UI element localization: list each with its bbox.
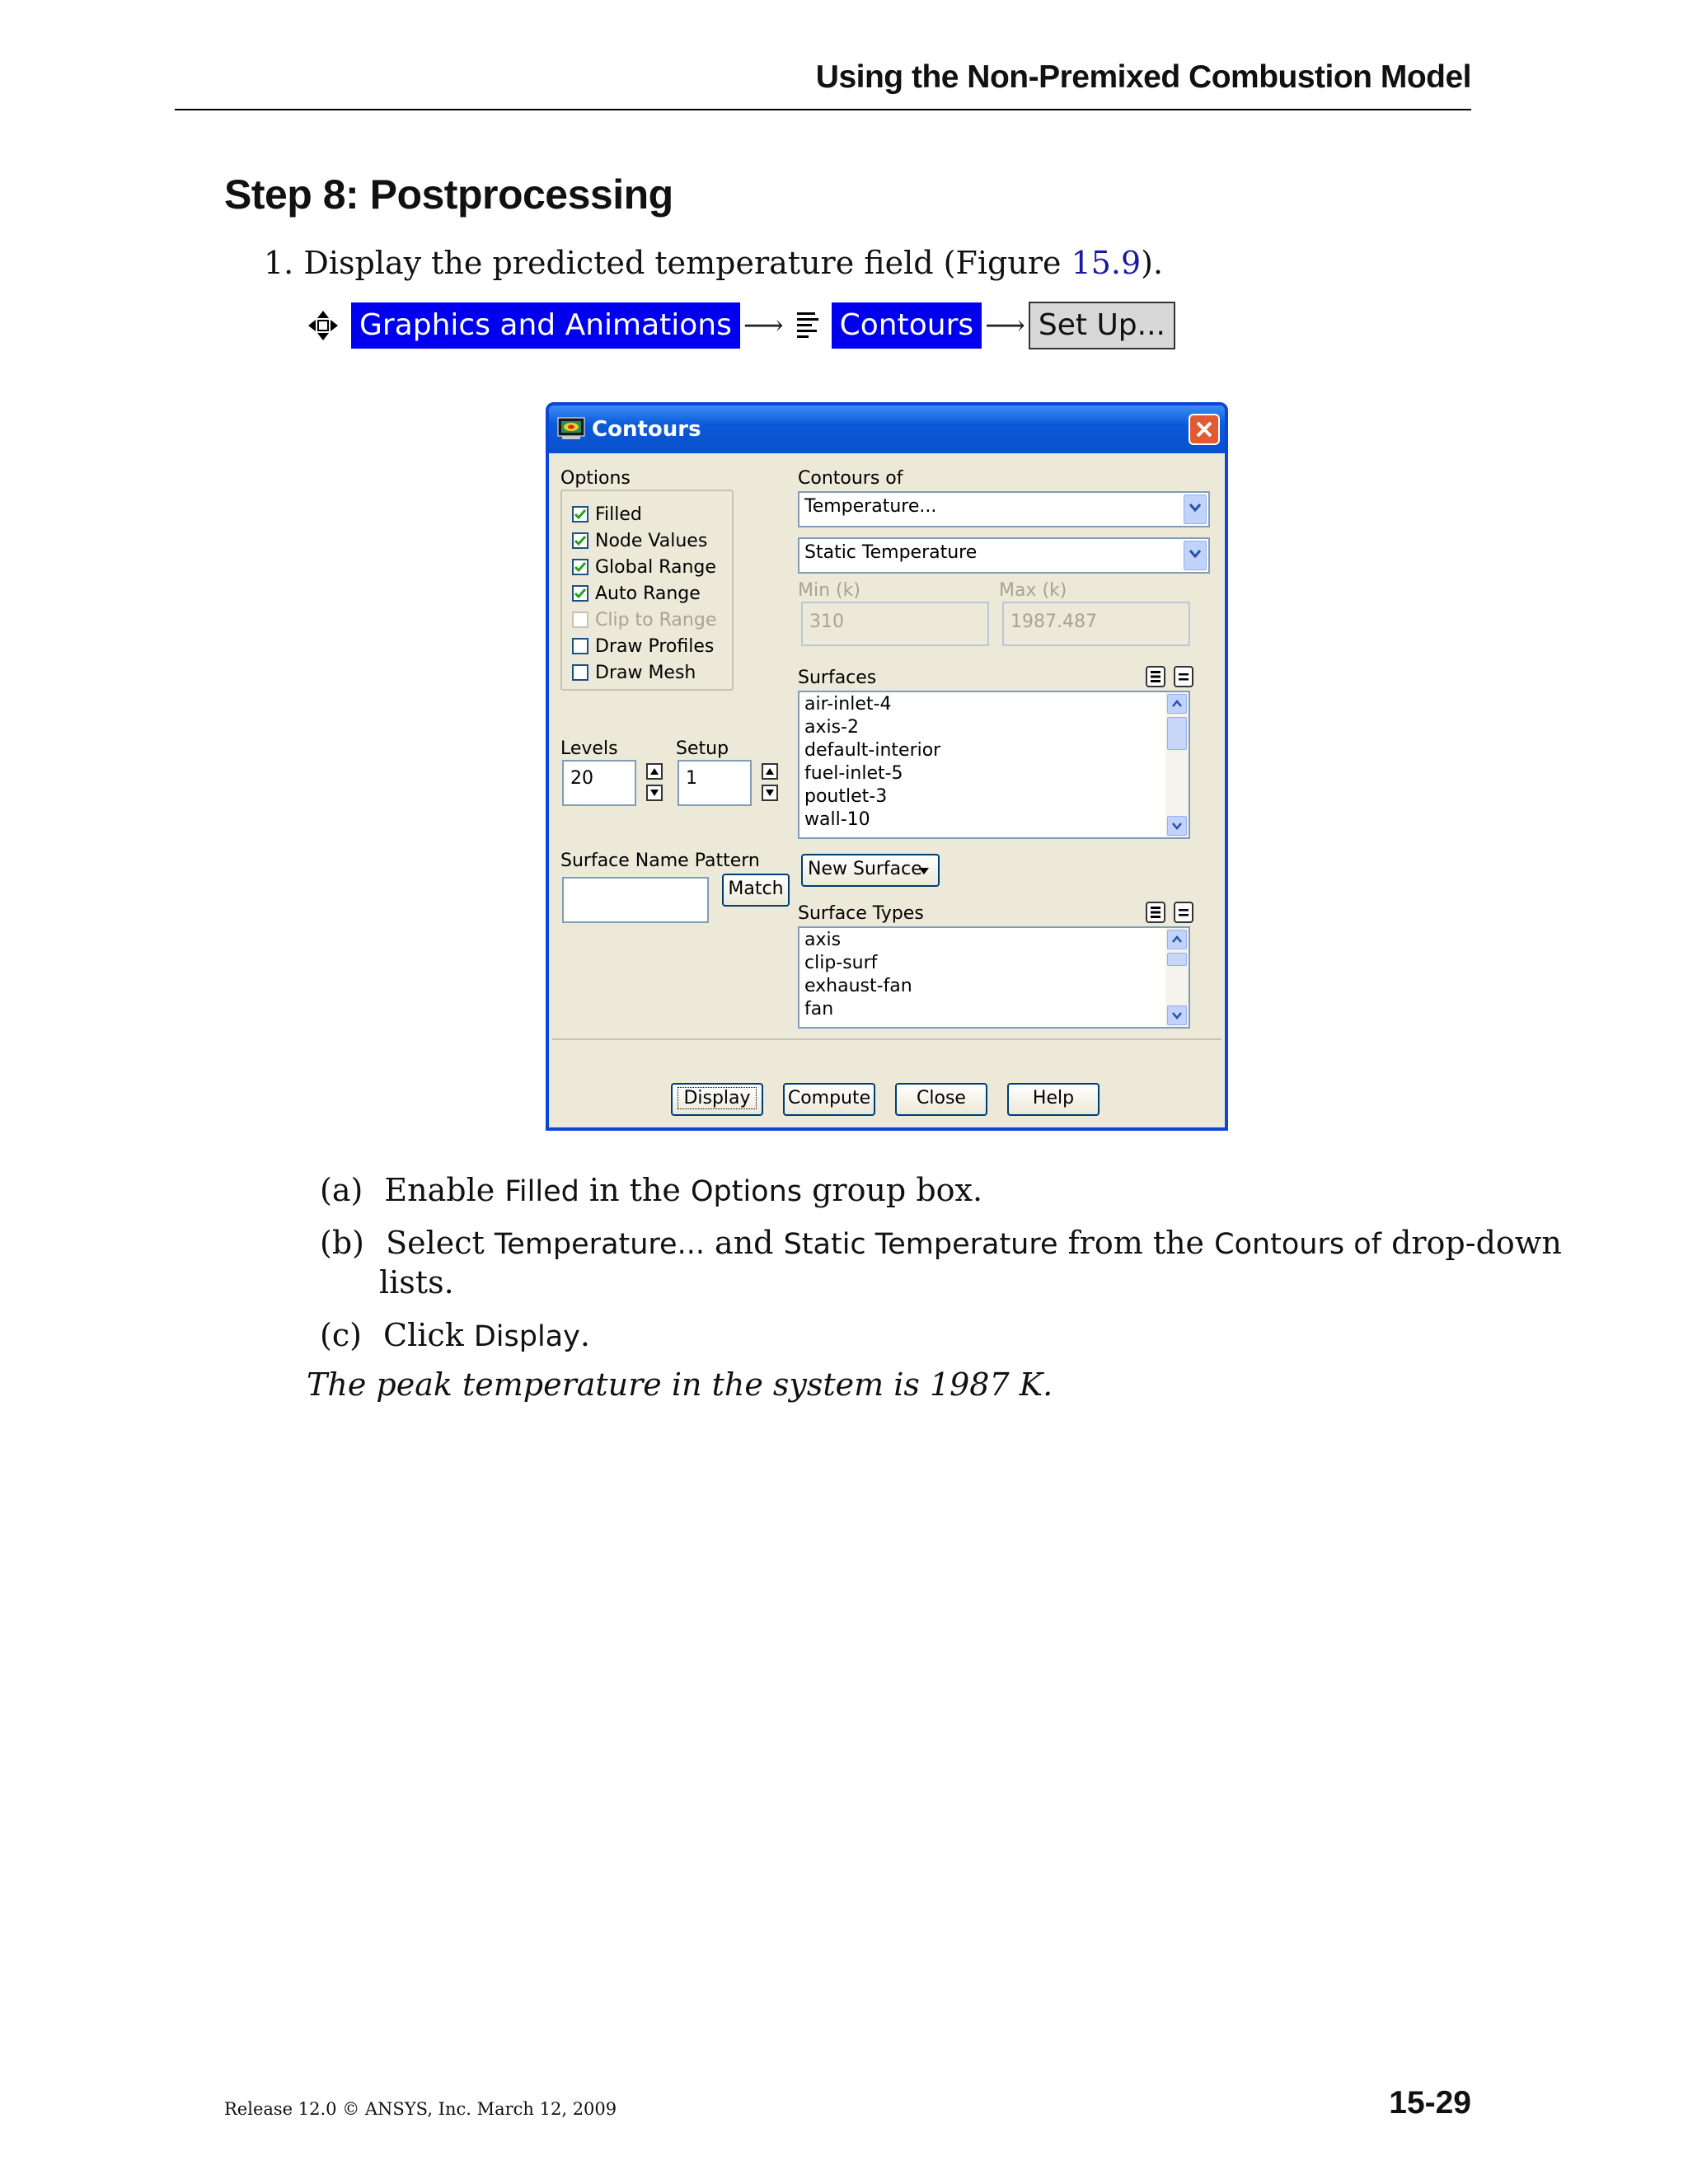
global-range-label: Global Range bbox=[595, 557, 716, 578]
substep-text: Click bbox=[383, 1317, 474, 1353]
scroll-thumb[interactable] bbox=[1167, 717, 1187, 750]
min-field: 310 bbox=[801, 602, 989, 646]
deselect-all-icon bbox=[1178, 906, 1189, 919]
filled-label: Filled bbox=[595, 504, 642, 525]
surfaces-scrollbar[interactable] bbox=[1165, 692, 1189, 837]
setup-input[interactable]: 1 bbox=[678, 760, 752, 806]
checkmark-icon bbox=[574, 561, 586, 573]
substep-marker: (b) bbox=[320, 1225, 364, 1261]
chevron-down-icon bbox=[1172, 822, 1182, 830]
contours-of-category-select[interactable] bbox=[798, 491, 1210, 527]
setup-decrement[interactable] bbox=[762, 785, 778, 801]
chevron-down-icon bbox=[1184, 541, 1207, 570]
ui-term: Contours of bbox=[1214, 1228, 1381, 1261]
list-item[interactable]: fuel-inlet-5 bbox=[804, 763, 903, 784]
substep-text: Enable bbox=[384, 1172, 505, 1208]
clip-to-range-label: Clip to Range bbox=[595, 610, 717, 630]
caret-down-icon bbox=[918, 867, 930, 875]
filled-checkbox[interactable] bbox=[572, 506, 588, 523]
checkmark-icon bbox=[574, 588, 586, 599]
move-icon bbox=[307, 309, 340, 342]
list-item[interactable]: axis bbox=[804, 930, 842, 950]
select-all-surfaces-button[interactable] bbox=[1146, 666, 1165, 687]
surface-types-label: Surface Types bbox=[798, 903, 924, 924]
auto-range-label: Auto Range bbox=[595, 583, 701, 604]
new-surface-dropdown[interactable] bbox=[801, 854, 940, 887]
triangle-down-icon bbox=[765, 789, 775, 797]
ui-term: Options bbox=[690, 1175, 802, 1208]
scroll-down-button[interactable] bbox=[1167, 816, 1187, 836]
step-1 bbox=[264, 245, 1163, 281]
contours-list-icon bbox=[795, 311, 820, 340]
triangle-down-icon bbox=[649, 789, 659, 797]
chevron-up-icon bbox=[1172, 700, 1182, 708]
auto-range-checkbox[interactable] bbox=[572, 585, 588, 602]
nav-arrow: ⟶ bbox=[985, 309, 1025, 342]
header-rule bbox=[175, 109, 1471, 110]
surfaces-list[interactable] bbox=[798, 691, 1190, 839]
ui-term: Filled bbox=[504, 1175, 579, 1208]
button-bar-separator bbox=[552, 1038, 1221, 1040]
step-close: ). bbox=[1141, 245, 1164, 281]
scroll-up-button[interactable] bbox=[1167, 694, 1187, 714]
substep-text: . bbox=[579, 1317, 590, 1353]
compute-button[interactable]: Compute bbox=[783, 1083, 875, 1116]
figure-ref-link[interactable]: 15.9 bbox=[1071, 245, 1142, 281]
select-all-surface-types-button[interactable] bbox=[1146, 902, 1165, 923]
substep-b bbox=[320, 1225, 1562, 1261]
step-number: 1. bbox=[264, 245, 294, 281]
surface-name-pattern-input[interactable] bbox=[562, 877, 709, 923]
surface-types-scrollbar[interactable] bbox=[1165, 928, 1189, 1027]
levels-input[interactable]: 20 bbox=[562, 760, 636, 806]
scroll-down-button[interactable] bbox=[1167, 1005, 1187, 1025]
substep-c bbox=[320, 1317, 590, 1353]
list-item[interactable]: default-interior bbox=[804, 740, 941, 761]
max-label: Max (k) bbox=[999, 580, 1067, 601]
contours-of-quantity-value: Static Temperature bbox=[804, 542, 978, 563]
scroll-up-button[interactable] bbox=[1167, 930, 1187, 949]
node-values-label: Node Values bbox=[595, 531, 708, 551]
set-up-button[interactable]: Set Up... bbox=[1029, 302, 1175, 349]
chevron-down-icon bbox=[1184, 494, 1207, 524]
node-values-checkbox[interactable] bbox=[572, 532, 588, 549]
ui-term: Temperature... bbox=[494, 1228, 705, 1261]
substep-a bbox=[320, 1172, 982, 1208]
substep-text: from the bbox=[1057, 1225, 1215, 1261]
select-all-icon bbox=[1150, 670, 1161, 683]
dialog-titlebar[interactable] bbox=[549, 405, 1225, 453]
min-label: Min (k) bbox=[798, 580, 860, 601]
deselect-all-surface-types-button[interactable] bbox=[1174, 902, 1193, 923]
substep-text: Select bbox=[386, 1225, 495, 1261]
draw-mesh-checkbox[interactable] bbox=[572, 664, 588, 681]
substep-marker: (c) bbox=[320, 1317, 362, 1353]
list-item[interactable]: fan bbox=[804, 999, 834, 1019]
draw-mesh-label: Draw Mesh bbox=[595, 663, 696, 683]
contours-of-quantity-select[interactable] bbox=[798, 537, 1210, 574]
chevron-up-icon bbox=[1172, 935, 1182, 944]
help-button[interactable]: Help bbox=[1007, 1083, 1100, 1116]
ui-term: Static Temperature bbox=[783, 1228, 1058, 1261]
global-range-checkbox[interactable] bbox=[572, 559, 588, 575]
note-text: The peak temperature in the system is 1987 K. bbox=[307, 1366, 1053, 1403]
page-number: 15-29 bbox=[1389, 2085, 1471, 2121]
options-label: Options bbox=[560, 468, 631, 489]
close-button[interactable]: Close bbox=[895, 1083, 987, 1116]
dialog-close-button[interactable] bbox=[1189, 414, 1220, 445]
list-item[interactable]: clip-surf bbox=[804, 953, 878, 973]
levels-label: Levels bbox=[560, 738, 618, 759]
substep-text: drop-down bbox=[1381, 1225, 1562, 1261]
checkmark-icon bbox=[574, 535, 586, 546]
levels-increment[interactable] bbox=[646, 763, 663, 780]
nav-graphics-and-animations[interactable]: Graphics and Animations bbox=[351, 302, 740, 349]
section-title: Step 8: Postprocessing bbox=[224, 171, 673, 218]
list-item[interactable]: axis-2 bbox=[804, 717, 860, 738]
contours-of-category-value: Temperature... bbox=[804, 496, 937, 517]
list-item[interactable]: air-inlet-4 bbox=[804, 694, 892, 715]
ui-term: Display bbox=[473, 1320, 580, 1353]
draw-profiles-checkbox[interactable] bbox=[572, 638, 588, 654]
scroll-thumb[interactable] bbox=[1167, 953, 1187, 966]
match-button[interactable]: Match bbox=[722, 874, 790, 907]
substep-text: group box. bbox=[802, 1172, 983, 1208]
setup-label: Setup bbox=[676, 738, 729, 759]
display-button[interactable] bbox=[671, 1083, 763, 1116]
select-all-icon bbox=[1150, 906, 1161, 919]
surfaces-label: Surfaces bbox=[798, 668, 877, 688]
list-item[interactable]: wall-10 bbox=[804, 809, 870, 830]
substep-b-continued: lists. bbox=[379, 1264, 454, 1301]
triangle-up-icon bbox=[649, 767, 659, 776]
contours-dialog bbox=[546, 402, 1228, 1131]
substep-marker: (a) bbox=[320, 1172, 363, 1208]
chevron-down-icon bbox=[1172, 1011, 1182, 1019]
step-text: Display the predicted temperature field (Figure bbox=[303, 245, 1062, 281]
max-field: 1987.487 bbox=[1002, 602, 1190, 646]
navigation-path bbox=[307, 300, 1175, 351]
list-item[interactable]: exhaust-fan bbox=[804, 976, 912, 996]
new-surface-label: New Surface bbox=[808, 859, 922, 879]
checkmark-icon bbox=[574, 509, 586, 520]
close-icon bbox=[1195, 420, 1213, 438]
substep-text: in the bbox=[579, 1172, 691, 1208]
contours-app-icon bbox=[557, 417, 585, 440]
triangle-up-icon bbox=[765, 767, 775, 776]
draw-profiles-label: Draw Profiles bbox=[595, 636, 715, 657]
running-head: Using the Non-Premixed Combustion Model bbox=[815, 59, 1471, 95]
clip-to-range-checkbox bbox=[572, 612, 588, 628]
nav-contours[interactable]: Contours bbox=[832, 302, 982, 349]
deselect-all-icon bbox=[1178, 670, 1189, 683]
list-item[interactable]: poutlet-3 bbox=[804, 786, 888, 807]
footer-release: Release 12.0 © ANSYS, Inc. March 12, 2009 bbox=[224, 2099, 617, 2119]
setup-increment[interactable] bbox=[762, 763, 778, 780]
deselect-all-surfaces-button[interactable] bbox=[1174, 666, 1193, 687]
nav-arrow: ⟶ bbox=[743, 309, 784, 342]
surface-types-list[interactable] bbox=[798, 926, 1190, 1029]
substep-text: and bbox=[704, 1225, 784, 1261]
levels-decrement[interactable] bbox=[646, 785, 663, 801]
contours-of-label: Contours of bbox=[798, 468, 903, 489]
dialog-title: Contours bbox=[592, 417, 701, 442]
display-button-label: Display bbox=[678, 1087, 756, 1109]
surface-name-pattern-label: Surface Name Pattern bbox=[560, 851, 760, 871]
